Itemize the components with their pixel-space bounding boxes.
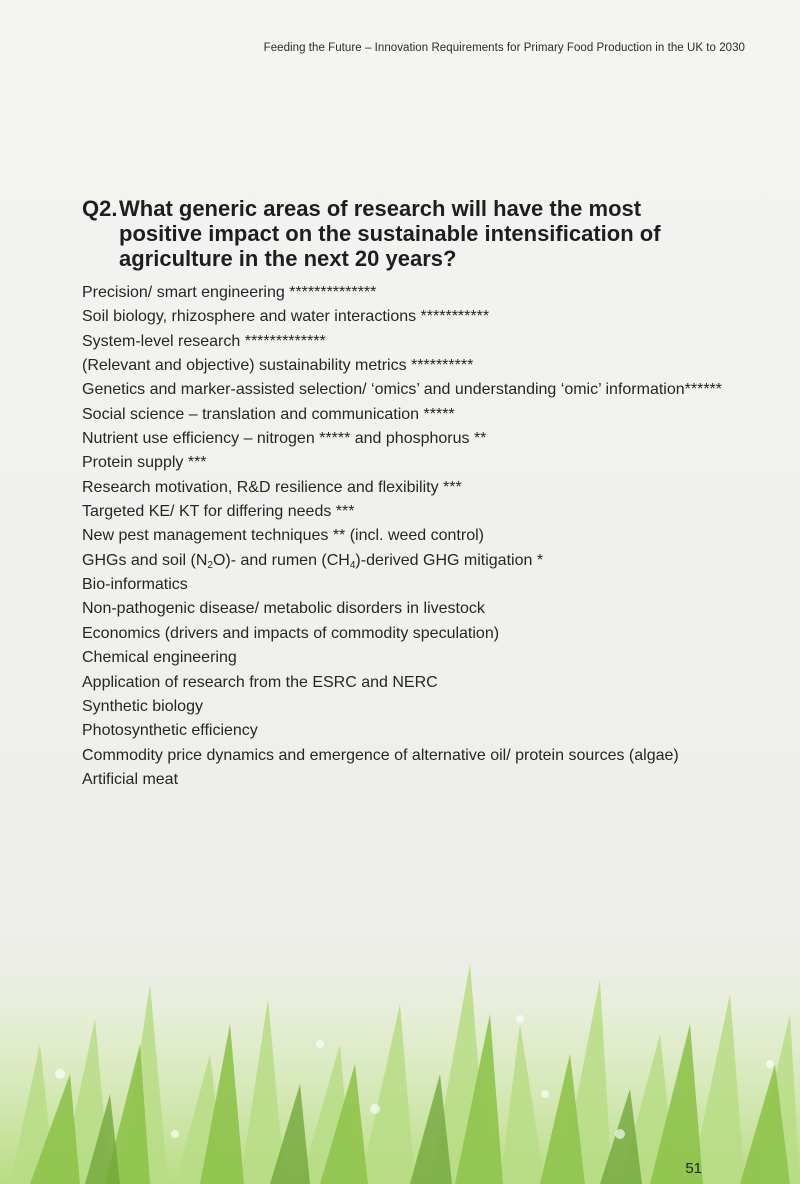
list-item: Synthetic biology (82, 697, 203, 715)
subscript: 4 (349, 559, 356, 571)
research-areas-list (82, 281, 762, 792)
text-segment: GHGs and soil (N (82, 551, 208, 569)
list-item: Application of research from the ESRC and NERC (82, 673, 438, 691)
list-item: Protein supply *** (82, 454, 207, 472)
list-item (82, 549, 762, 573)
list-item: Nutrient use efficiency – nitrogen ***** and phosphorus ** (82, 430, 487, 448)
page-number: 51 (685, 1160, 702, 1177)
list-item: Targeted KE/ KT for differing needs *** (82, 503, 355, 521)
list-item: Bio-informatics (82, 576, 188, 594)
list-item: New pest management techniques ** (incl. weed control) (82, 527, 484, 545)
list-item: (Relevant and objective) sustainability metrics ********** (82, 357, 474, 375)
text-segment: O)- and rumen (CH (212, 551, 350, 569)
list-item: Genetics and marker-assisted selection/ ‘omics’ and understanding ‘omic’ information****** (82, 381, 723, 399)
list-item: Soil biology, rhizosphere and water interactions *********** (82, 308, 490, 326)
text-segment: )-derived GHG mitigation * (355, 551, 544, 569)
list-item: Chemical engineering (82, 649, 237, 667)
running-header: Feeding the Future – Innovation Requirements for Primary Food Production in the UK to 2030 (263, 42, 745, 54)
list-item: Social science – translation and communication ***** (82, 405, 455, 423)
list-item: Research motivation, R&D resilience and flexibility *** (82, 478, 462, 496)
list-item: Artificial meat (82, 770, 179, 788)
list-item: Precision/ smart engineering ************** (82, 284, 377, 301)
subscript: 2 (207, 559, 213, 571)
list-item: Photosynthetic efficiency (82, 722, 258, 740)
list-item: Non-pathogenic disease/ metabolic disorders in livestock (82, 600, 485, 618)
list-item: Economics (drivers and impacts of commodity speculation) (82, 624, 500, 642)
question-text: What generic areas of research will have the most positive impact on the sustainable intensification of agriculture in the next 20 years? (119, 196, 661, 271)
list-item: Commodity price dynamics and emergence of alternative oil/ protein sources (algae) (82, 746, 679, 764)
question-heading (82, 196, 722, 271)
list-item: System-level research ************* (82, 332, 326, 350)
question-number: Q2. (82, 196, 118, 221)
grass-illustration (0, 924, 800, 1184)
